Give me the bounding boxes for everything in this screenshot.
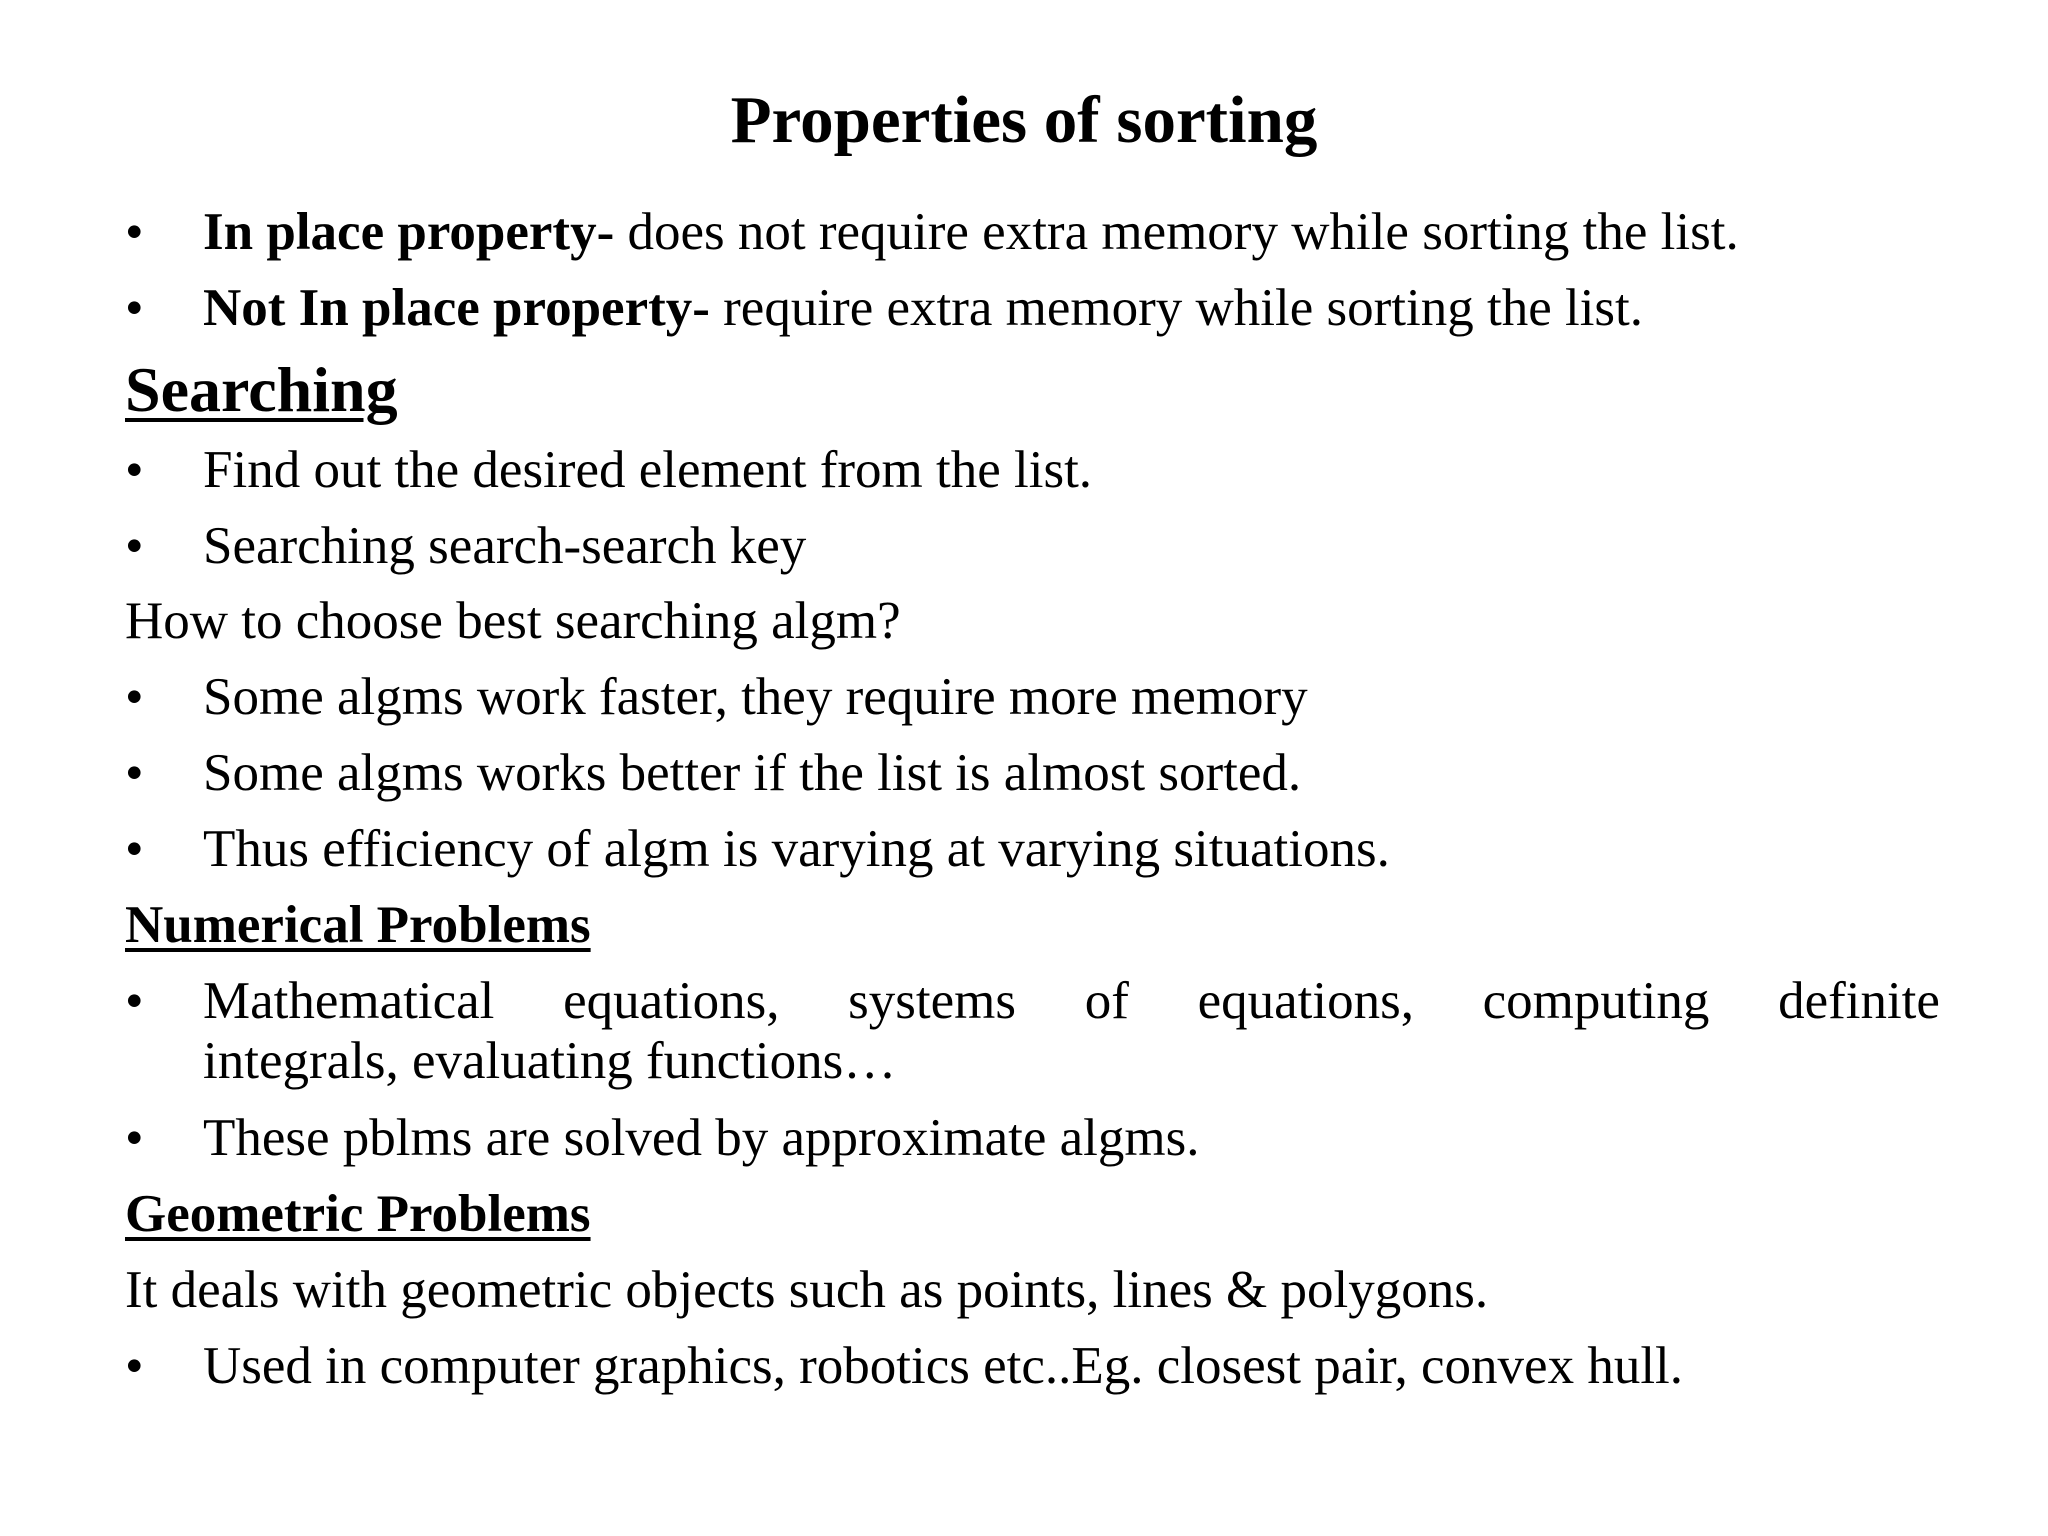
bullet-icon: • xyxy=(125,441,144,499)
bullet-icon: • xyxy=(125,972,144,1030)
heading-searching: Searching xyxy=(125,354,398,425)
numerical-line-2: integrals, evaluating functions… xyxy=(203,1032,897,1090)
term-in-place: In place property- xyxy=(203,203,615,261)
heading-numerical-problems: Numerical Problems xyxy=(125,896,591,954)
term-desc: require extra memory while sorting the list. xyxy=(709,279,1644,337)
term-desc: does not require extra memory while sorting the list. xyxy=(614,203,1739,261)
numerical-line-1: Mathematical equations, systems of equations, computing definite xyxy=(203,972,1940,1030)
geometric-intro: It deals with geometric objects such as points, lines & polygons. xyxy=(125,1261,1489,1319)
slide-title: Properties of sorting xyxy=(730,83,1318,157)
bullet-icon: • xyxy=(125,1337,144,1395)
list-item xyxy=(125,969,1940,1097)
term-not-in-place: Not In place property- xyxy=(203,279,710,337)
bullet-icon: • xyxy=(125,744,144,802)
bullet-icon: • xyxy=(125,668,144,726)
bullet-icon: • xyxy=(125,1109,144,1167)
bullet-icon: • xyxy=(125,820,144,878)
slide: Properties of sorting • In place property- does not require extra memory while sorting the list. • Not In place property- require extra memory while sorting the list. Searching • Find out the desired element from the list. • Searching search-search key How to choose best searching algm? • Some algms work faster, they require more memory • Some algms works better if the list is almost sorted. • Thus efficiency of algm is varying at varying situations. Numerical Problems • Mathematical equations, systems of equations, computing definite integrals, evaluating functions… • These pblms are solved by approximate algms. Geometric Problems It deals with geometric objects such as points, lines & polygons. • Used in computer graphics, robotics etc..Eg. closest pair, convex hull. xyxy=(0,0,2048,1536)
bullet-icon: • xyxy=(125,203,144,261)
searching-question: How to choose best searching algm? xyxy=(125,592,901,650)
heading-geometric-problems: Geometric Problems xyxy=(125,1185,591,1243)
bullet-icon: • xyxy=(125,279,144,337)
bullet-icon: • xyxy=(125,517,144,575)
